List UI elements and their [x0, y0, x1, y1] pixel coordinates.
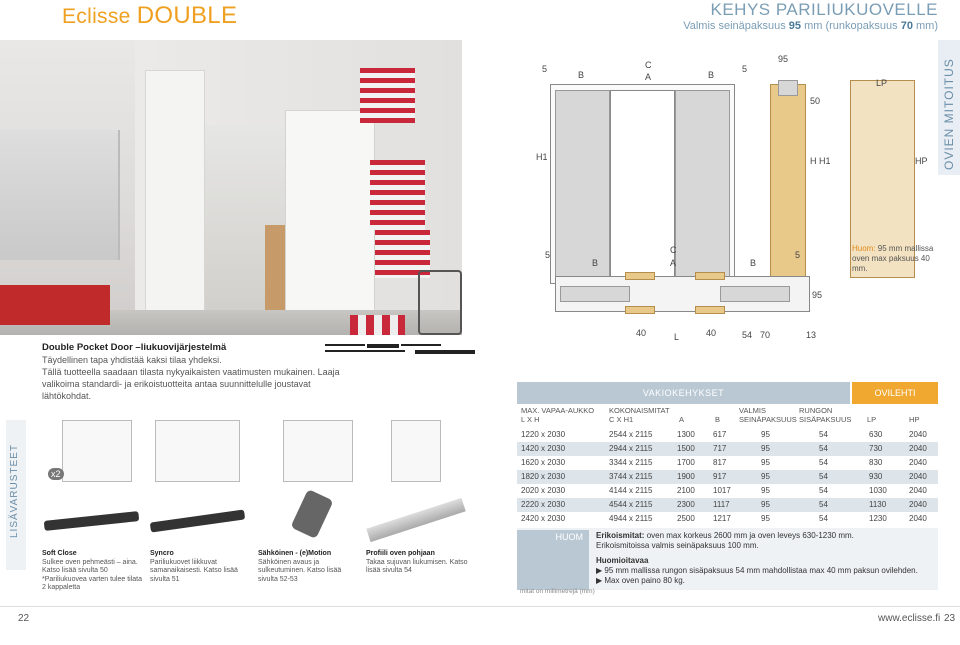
intro-text: Täydellinen tapa yhdistää kaksi tilaa yhdeksi. Tällä tuotteella saadaan tilasta nykyaikaisten vaatimusten mukainen. Laaja valikoima standardi- ja erikoistuotteita antaa suunnittelulle joustavat lähtökohdat.	[42, 355, 340, 401]
accessory-text-profile: Profiili oven pohjaan Takaa sujuvan liukumisen. Katso lisää sivulta 54	[366, 550, 468, 574]
footer-url[interactable]: www.eclisse.fi	[878, 613, 941, 624]
table-row: 1620 x 2030 3344 x 2115 1700 817 95 54 830 2040	[521, 458, 927, 467]
accessory-profile	[366, 418, 466, 548]
special-sizes-note: Erikoismitat: oven max korkeus 2600 mm ja oven leveys 630-1230 mm. Erikoismitoissa valmis seinäpaksuus 100 mm.	[596, 531, 854, 550]
page-subtitle: Valmis seinäpaksuus 95 mm (runkopaksuus 70 mm)	[683, 20, 938, 32]
accessory-text-soft-close: Soft Close Sulkee oven pehmeästi – aina. Katso lisää sivulta 50 *Pariliukuovea varten tulee tilata 2 kappaletta	[42, 550, 143, 591]
table-row: 2020 x 2030 4144 x 2115 2100 1017 95 54 1030 2040	[521, 486, 927, 495]
side-tab-accessories: LISÄVARUSTEET	[6, 420, 26, 570]
units-note: mitat on millimetrejä (mm)	[520, 588, 595, 595]
table-head-door: OVILEHTI	[852, 382, 938, 404]
table-row: 1820 x 2030 3744 x 2115 1900 917 95 54 930 2040	[517, 470, 938, 484]
table-head-standard: VAKIOKEHYKSET	[517, 382, 850, 404]
table-row: 2220 x 2030 4544 x 2115 2300 1117 95 54 1130 2040	[517, 498, 938, 512]
accessory-syncro	[150, 418, 250, 548]
accessory-soft-close: x2	[42, 418, 142, 548]
important-note: Huomioitavaa ▶ 95 mm mallissa rungon sisäpaksuus 54 mm mahdollistaa max 40 mm paksun ovilehden. ▶ Max oven paino 80 kg.	[596, 556, 918, 585]
accessory-text-syncro: Syncro Pariliukuovet liikkuvat samanaikaisesti. Katso lisää sivulta 51	[150, 550, 238, 583]
interior-photo	[0, 40, 462, 335]
technical-drawing: 5 B C A B 5 95 H1 50 H H1 LP HP 5 B C A B 5 95 40 L 40 54 70 13	[536, 54, 928, 342]
page-number-right: 23	[944, 613, 956, 624]
accessory-text-emotion: Sähköinen - (e)Motion Sähköinen avaus ja sulkeutuminen. Katso lisää sivulta 52-53	[258, 550, 342, 583]
footer-divider	[0, 606, 960, 607]
accessory-emotion	[258, 418, 358, 548]
page-number-left: 22	[18, 613, 30, 624]
huom-label: HUOM	[517, 530, 589, 590]
page-title: KEHYS PARILIUKUOVELLE	[710, 0, 938, 19]
intro-title: Double Pocket Door –liukuovijärjestelmä	[42, 342, 227, 353]
drawing-note: Huom: 95 mm mallissa oven max paksuus 40 mm.	[852, 244, 934, 273]
table-row: 1220 x 2030 2544 x 2115 1300 617 95 54 630 2040	[521, 430, 927, 439]
side-tab-ovien-mitoitus: OVIEN MITOITUS	[938, 40, 960, 175]
brand-title: Eclisse DOUBLE	[62, 2, 238, 29]
table-row: 2420 x 2030 4944 x 2115 2500 1217 95 54 1230 2040	[521, 514, 927, 523]
decor-bars	[325, 343, 505, 355]
table-row: 1420 x 2030 2944 x 2115 1500 717 95 54 730 2040	[517, 442, 938, 456]
